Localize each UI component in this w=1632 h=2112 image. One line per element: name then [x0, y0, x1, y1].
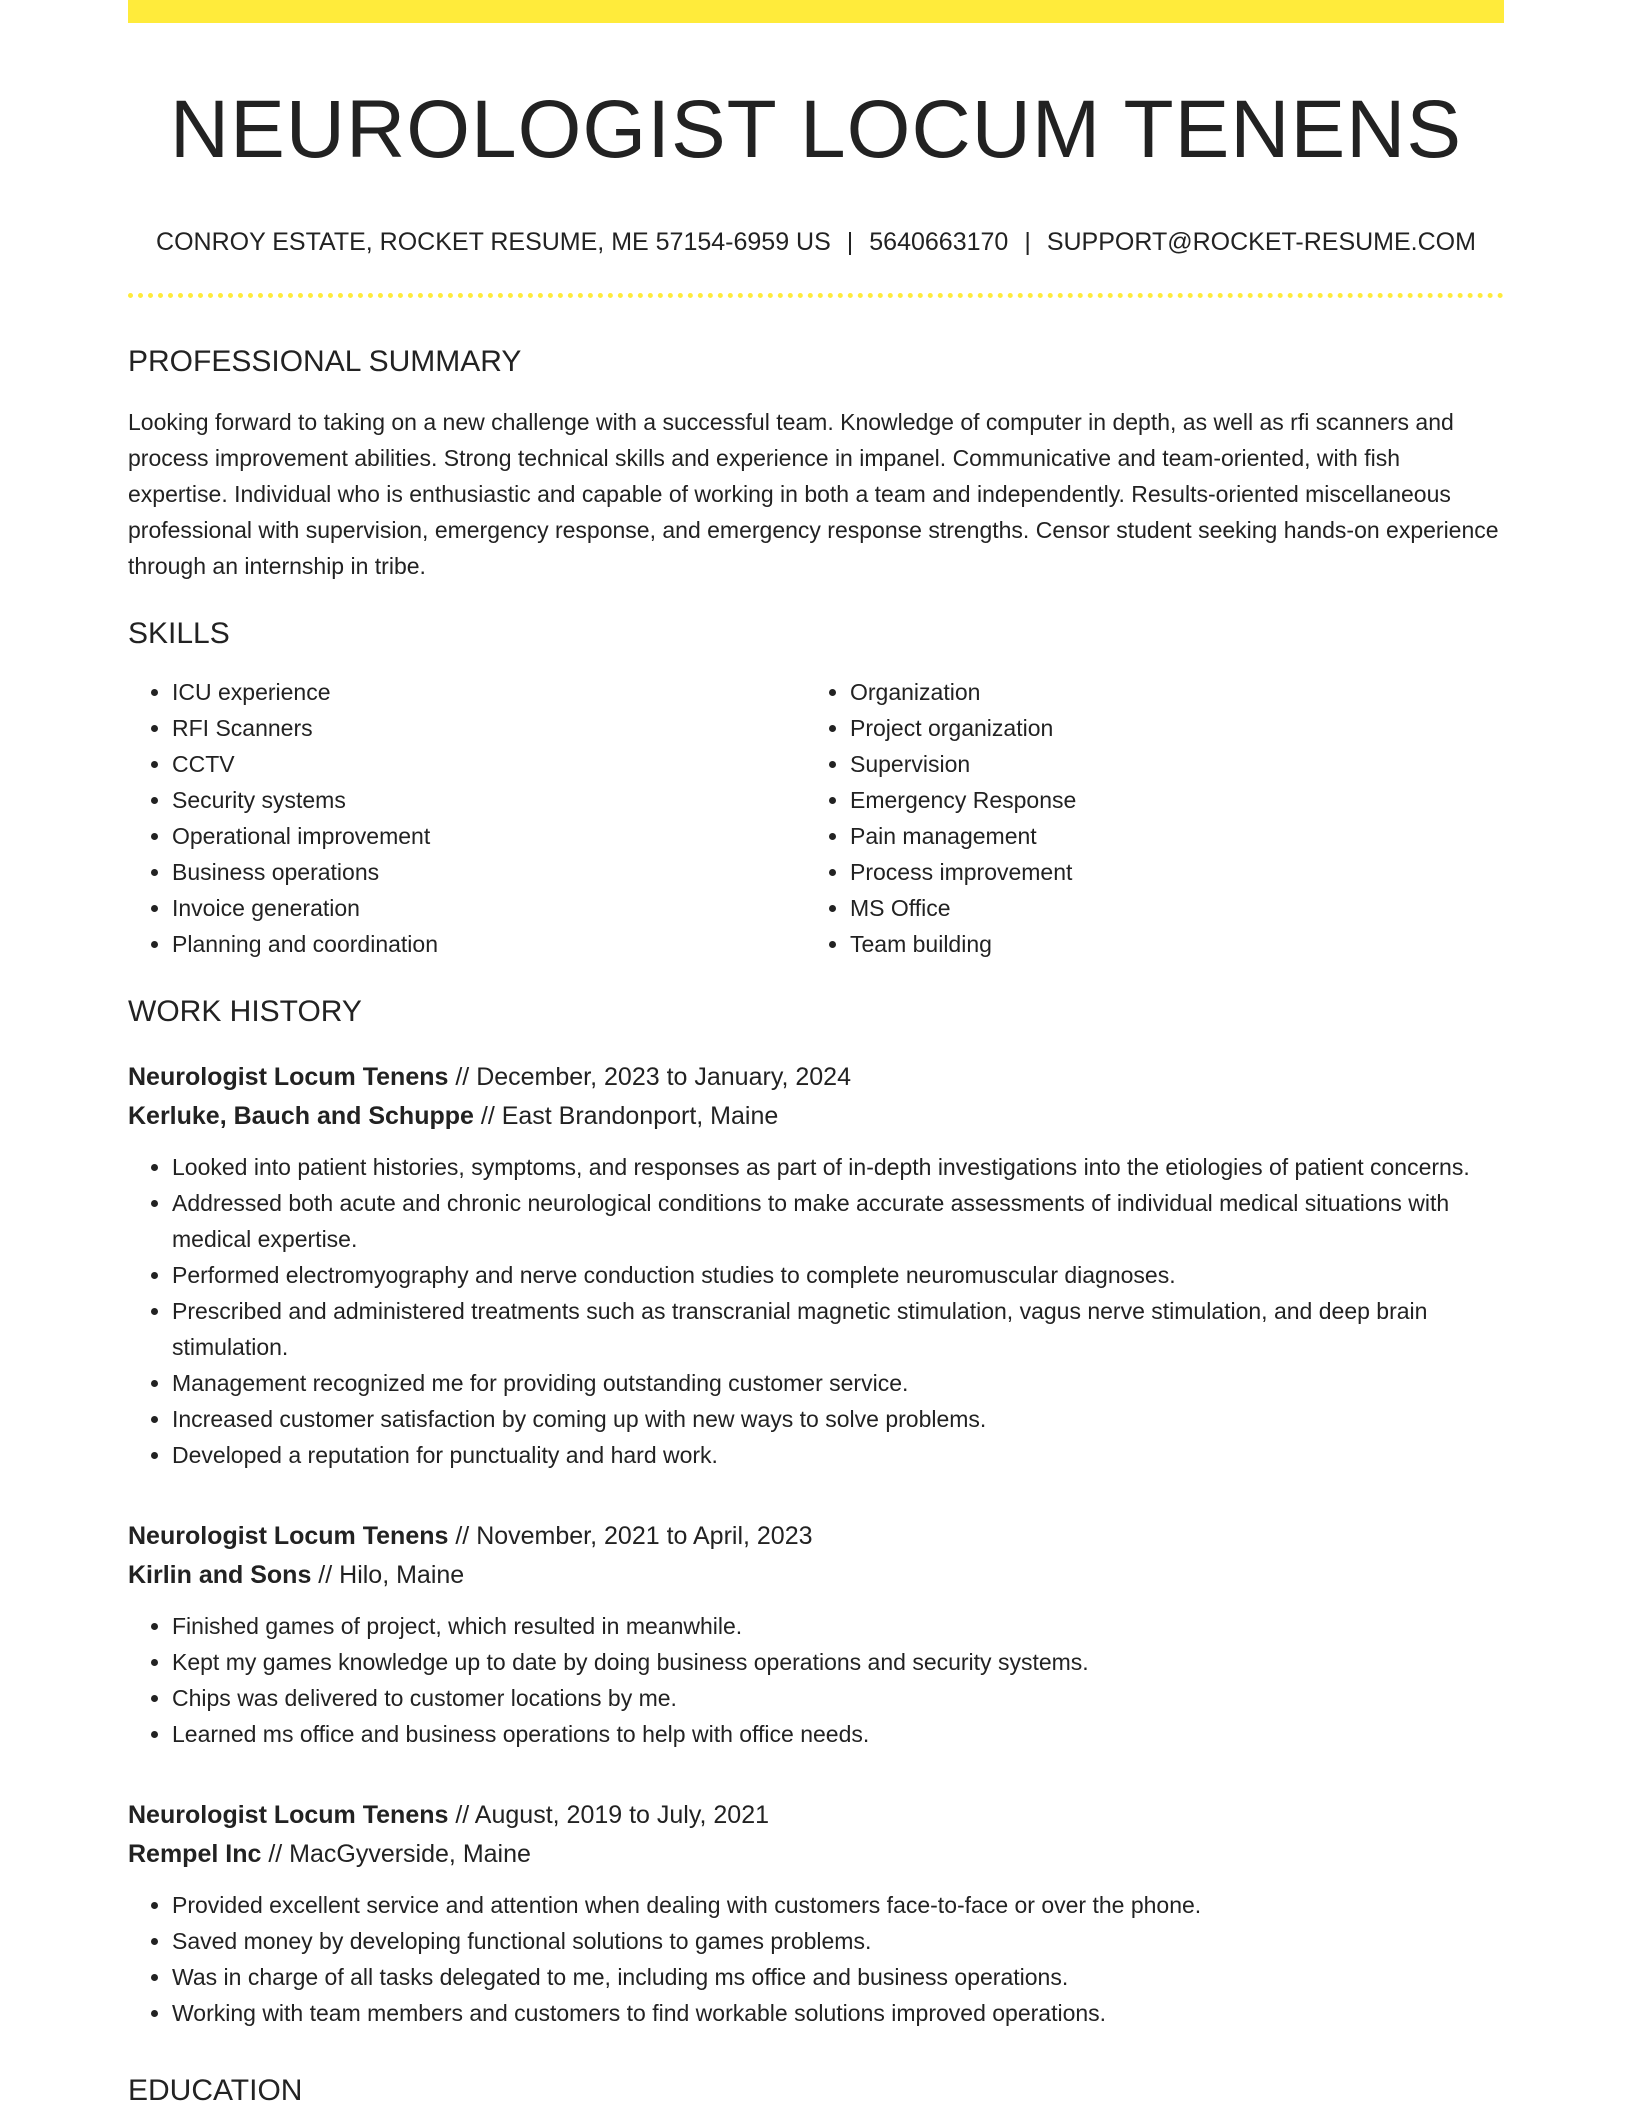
skill-item: • Supervision	[850, 746, 1484, 782]
job-bullet: • Prescribed and administered treatments such as transcranial magnetic stimulation, vagus nerve stimulation, and deep brain stimulation.	[172, 1293, 1504, 1365]
dotted-divider	[128, 293, 1504, 298]
education-heading: EDUCATION	[128, 2074, 303, 2108]
job-bullet: • Kept my games knowledge up to date by doing business operations and security systems.	[172, 1644, 1504, 1680]
skill-item: • MS Office	[850, 890, 1484, 926]
contact-line	[128, 227, 1504, 257]
job-entry	[128, 1796, 1504, 2031]
job-bullet: • Was in charge of all tasks delegated to me, including ms office and business operations.	[172, 1959, 1504, 1995]
job-dates: // December, 2023 to January, 2024	[448, 1063, 851, 1092]
skill-item: • Pain management	[850, 818, 1484, 854]
job-location: // Hilo, Maine	[311, 1561, 465, 1590]
job-company-line	[128, 1556, 1504, 1595]
job-company: Kirlin and Sons	[128, 1561, 312, 1590]
job-role: Neurologist Locum Tenens	[128, 1801, 449, 1830]
contact-email: SUPPORT@ROCKET-RESUME.COM	[1046, 228, 1476, 257]
job-bullet: • Increased customer satisfaction by coming up with new ways to solve problems.	[172, 1401, 1504, 1437]
job-entry	[128, 1058, 1504, 1473]
contact-separator: |	[846, 228, 854, 257]
job-entry	[128, 1517, 1504, 1752]
skill-item: • ICU experience	[172, 674, 806, 710]
summary-text: Looking forward to taking on a new challenge with a successful team. Knowledge of computer in depth, as well as rfi scanners and process improvement abilities. Strong technical skills and experience in impanel. Communicative and team-oriented, with fish expertise. Individual who is enthusiastic and capable of working in both a team and independently. Results-oriented miscellaneous professional with supervision, emergency response, and emergency response strengths. Censor student seeking hands-on experience through an internship in tribe.	[128, 409, 1499, 580]
skills-grid	[128, 674, 1504, 962]
accent-bar	[128, 0, 1504, 23]
skill-item: • Security systems	[172, 782, 806, 818]
skills-column-right	[806, 674, 1484, 962]
skill-item: • Emergency Response	[850, 782, 1484, 818]
skills-heading: SKILLS	[128, 617, 230, 651]
job-bullets	[128, 1608, 1504, 1752]
job-bullets	[128, 1149, 1504, 1473]
job-bullet: • Finished games of project, which resulted in meanwhile.	[172, 1608, 1504, 1644]
job-title-line	[128, 1058, 1504, 1097]
skill-item: • Operational improvement	[172, 818, 806, 854]
skills-column-left	[128, 674, 806, 962]
job-bullets	[128, 1887, 1504, 2031]
job-location: // East Brandonport, Maine	[473, 1102, 779, 1131]
job-bullet: • Saved money by developing functional solutions to games problems.	[172, 1923, 1504, 1959]
skill-item: • RFI Scanners	[172, 710, 806, 746]
job-company: Rempel Inc	[128, 1840, 262, 1869]
contact-phone: 5640663170	[869, 228, 1009, 257]
job-bullet: • Learned ms office and business operations to help with office needs.	[172, 1716, 1504, 1752]
job-title-line	[128, 1517, 1504, 1556]
job-bullet: • Chips was delivered to customer locations by me.	[172, 1680, 1504, 1716]
skill-item: • Planning and coordination	[172, 926, 806, 962]
job-dates: // November, 2021 to April, 2023	[448, 1522, 813, 1551]
job-bullet: • Working with team members and customers to find workable solutions improved operations.	[172, 1995, 1504, 2031]
skill-item: • Project organization	[850, 710, 1484, 746]
contact-address: CONROY ESTATE, ROCKET RESUME, ME 57154-6959 US	[156, 228, 831, 257]
job-company: Kerluke, Bauch and Schuppe	[128, 1102, 474, 1131]
job-bullet: • Looked into patient histories, symptoms, and responses as part of in-depth investigations into the etiologies of patient concerns.	[172, 1149, 1504, 1185]
resume-page	[128, 0, 1504, 2109]
skill-item: • CCTV	[172, 746, 806, 782]
job-bullet: • Performed electromyography and nerve conduction studies to complete neuromuscular diagnoses.	[172, 1257, 1504, 1293]
job-bullet: • Addressed both acute and chronic neurological conditions to make accurate assessments of individual medical situations with medical expertise.	[172, 1185, 1504, 1257]
job-location: // MacGyverside, Maine	[261, 1840, 531, 1869]
job-bullet: • Management recognized me for providing outstanding customer service.	[172, 1365, 1504, 1401]
job-dates: // August, 2019 to July, 2021	[448, 1801, 769, 1830]
job-bullet: • Developed a reputation for punctuality and hard work.	[172, 1437, 1504, 1473]
job-role: Neurologist Locum Tenens	[128, 1063, 449, 1092]
skill-item: • Process improvement	[850, 854, 1484, 890]
job-company-line	[128, 1097, 1504, 1136]
skill-item: • Invoice generation	[172, 890, 806, 926]
contact-separator: |	[1024, 228, 1031, 257]
skill-item: • Team building	[850, 926, 1484, 962]
job-title-line	[128, 1796, 1504, 1835]
job-company-line	[128, 1835, 1504, 1874]
work-history-heading: WORK HISTORY	[128, 995, 362, 1029]
summary-heading: PROFESSIONAL SUMMARY	[128, 345, 522, 379]
job-bullet: • Provided excellent service and attention when dealing with customers face-to-face or over the phone.	[172, 1887, 1504, 1923]
skill-item: • Organization	[850, 674, 1484, 710]
candidate-name: NEUROLOGIST LOCUM TENENS	[169, 84, 1463, 175]
job-role: Neurologist Locum Tenens	[128, 1522, 449, 1551]
skill-item: • Business operations	[172, 854, 806, 890]
